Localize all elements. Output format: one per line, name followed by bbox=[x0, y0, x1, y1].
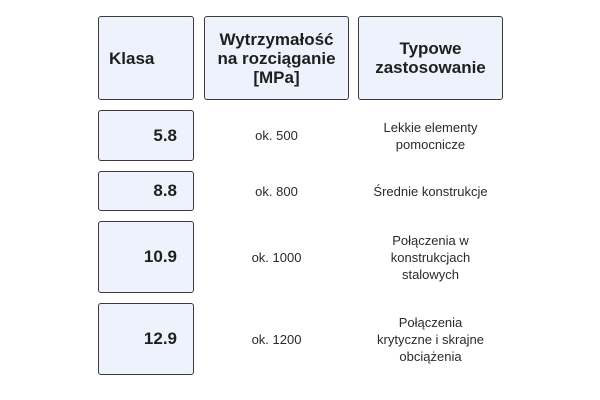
header-usage bbox=[358, 16, 503, 100]
class-value: 10.9 bbox=[143, 247, 177, 266]
strength-cell bbox=[204, 303, 349, 375]
usage-value: Połączenia w konstrukcjach stalowych bbox=[390, 232, 471, 282]
strength-value: ok. 1200 bbox=[251, 331, 302, 347]
usage-cell bbox=[358, 171, 503, 211]
header-usage-label: Typowe zastosowanie bbox=[375, 39, 486, 77]
strength-cell bbox=[204, 110, 349, 161]
class-value: 5.8 bbox=[153, 125, 177, 145]
strength-cell bbox=[204, 171, 349, 211]
header-strength-label: Wytrzymałość na rozciąganie [MPa] bbox=[217, 29, 336, 87]
strength-cell bbox=[204, 221, 349, 293]
strength-value: ok. 500 bbox=[255, 128, 298, 143]
class-cell-5-8 bbox=[98, 110, 194, 161]
usage-value: Połączenia krytyczne i skrajne obciążenia bbox=[377, 314, 484, 364]
strength-value: ok. 1000 bbox=[251, 249, 302, 265]
class-value: 8.8 bbox=[153, 181, 177, 200]
class-cell-12-9 bbox=[98, 303, 194, 375]
header-class-label: Klasa bbox=[109, 48, 155, 68]
strength-value: ok. 800 bbox=[255, 183, 298, 199]
header-strength bbox=[204, 16, 349, 100]
header-class bbox=[98, 16, 194, 100]
class-cell-8-8 bbox=[98, 171, 194, 211]
class-value: 12.9 bbox=[143, 329, 177, 348]
usage-value: Średnie konstrukcje bbox=[373, 183, 488, 199]
usage-cell bbox=[358, 110, 503, 161]
class-cell-10-9 bbox=[98, 221, 194, 293]
usage-cell bbox=[358, 221, 503, 293]
usage-cell bbox=[358, 303, 503, 375]
usage-value: Lekkie elementy pomocnicze bbox=[383, 119, 478, 152]
